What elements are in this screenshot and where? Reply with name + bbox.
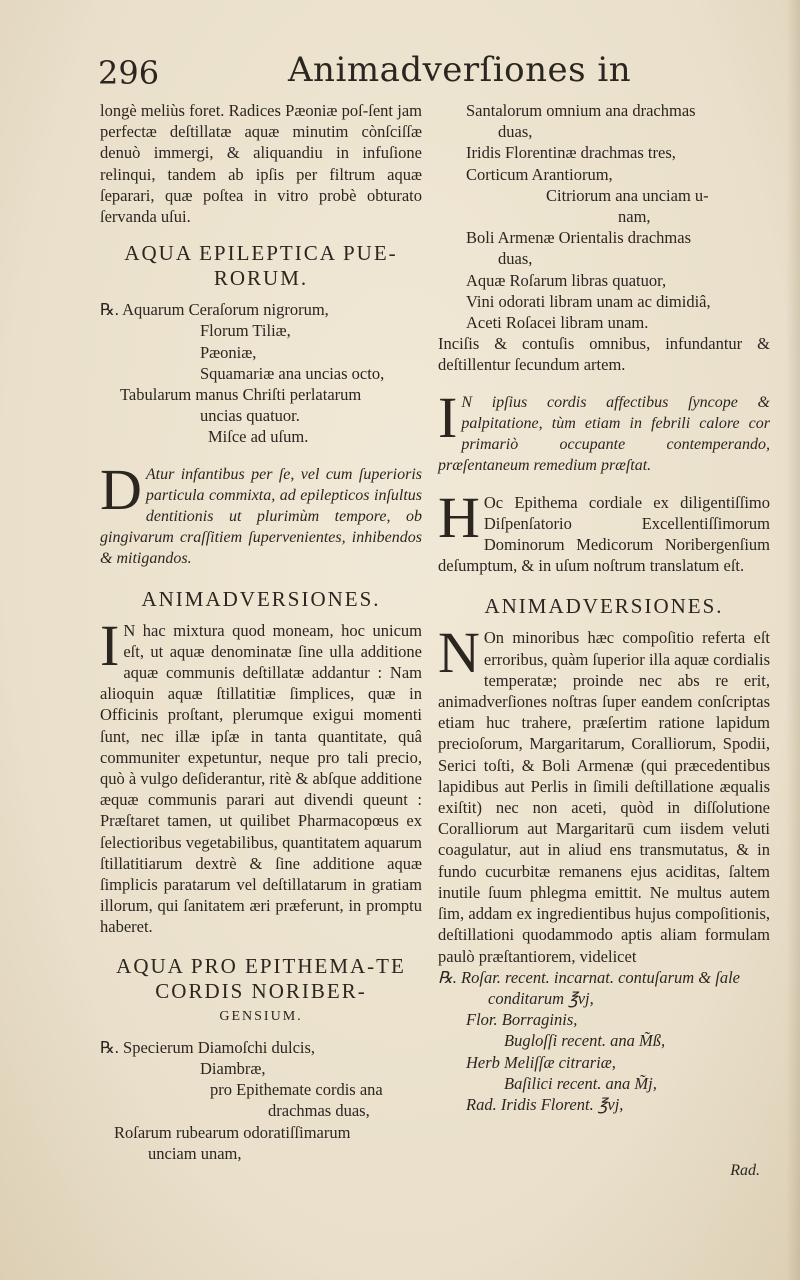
recipe-alternative [438, 967, 770, 1115]
indication-note [438, 384, 770, 476]
heading-animadversiones: ANIMADVERSIONES. [141, 586, 381, 611]
recipe-line: Squamariæ ana uncias octo, [200, 363, 385, 383]
recipe-line: unciam unam, [148, 1143, 242, 1163]
recipe-line: Boli Armenæ Orientalis drachmas [466, 228, 691, 248]
recipe-line: Vini odorati libram unam ac dimidiâ, [466, 291, 711, 311]
recipe-continuation [438, 100, 770, 376]
recipe-line: Baſilici recent. ana M̃j, [504, 1073, 657, 1093]
page-number: 296 [98, 54, 160, 92]
animadversiones-paragraph [100, 612, 422, 938]
recipe-line: ℞. Roſar. recent. incarnat. contuſarum & ſale [438, 967, 740, 987]
recipe-line: Florum Tiliæ, [200, 321, 291, 341]
drop-cap: I [100, 612, 120, 678]
recipe-line: Rad. Iridis Florent. ℥vj, [466, 1094, 624, 1114]
recipe-line: uncias quatuor. [200, 406, 300, 426]
recipe-line: Flor. Borraginis, [466, 1010, 578, 1030]
indication-note-text: N ipſius cordis affectibus ſyncope & palpitatione, tùm etiam in febrili calore cor primariò occupante contemperando, præſentaneum remedium præſtat. [438, 393, 770, 474]
right-column [438, 100, 770, 1115]
source-note-text: Oc Epithema cordiale ex diligentiſſimo Diſpenſatorio Excellentiſſimorum Dominorum Medicorum Noribergenſium deſumptum, & in uſum noſtrum translatum eſt. [438, 492, 770, 576]
recipe-line: Diambræ, [200, 1058, 266, 1078]
recipe-line: Santalorum omnium ana drachmas [466, 101, 696, 120]
recipe-line: Tabularum manus Chriſti perlatarum [120, 385, 362, 405]
drop-cap: N [438, 620, 480, 686]
recipe-line: Iridis Florentinæ drachmas tres, [466, 143, 676, 163]
drop-cap: H [438, 484, 480, 550]
recipe-line: duas, [498, 249, 533, 269]
page-header [98, 48, 758, 96]
catchword: Rad. [730, 1162, 760, 1179]
recipe-epileptica [100, 299, 422, 447]
recipe-line: drachmas duas, [268, 1101, 370, 1121]
drop-cap: I [438, 384, 458, 450]
recipe-line: Aceti Roſacei libram unam. [466, 313, 649, 333]
recipe-line: Aquæ Roſarum libras quatuor, [466, 270, 667, 290]
recipe-line: Citriorum ana unciam u- [546, 185, 709, 205]
recipe-line: Corticum Arantiorum, [466, 164, 613, 184]
recipe-line: nam, [618, 207, 651, 227]
heading-aqua-epithemate: AQUA PRO EPITHEMA-TE CORDIS NORIBER- [116, 953, 406, 1003]
heading-aqua-epithemate-end: GENSIUM. [219, 1008, 303, 1024]
animadversiones-text: N hac mixtura quod moneam, hoc unicum eſt, ut aquæ denominatæ ſine ulla additione aquæ communis deſtillatæ addantur : Nam alioquin aquæ ſtillatitiæ ſimplices, quæ in Officinis proſtant, plerumque exigui momenti ſunt, nec illæ ipſæ in tanta quantitate, quâ communiter expetuntur, neque pro tali precio, quò à vulgo deſiderantur, ritè & abſque additione æquæ communis parari aut divendi queunt : Præſtaret tamen, ut quilibet Pharmacopœus ex ſelectioribus vegetabilibus, quantitatem aquarum ſtillatitiarum dextrè & ſine additione aquæ ſimplicis paratarum vel deſtillatarum in gratiam illorum, qui ſanitatem æri præferunt, in promptu haberet. [100, 620, 422, 937]
recipe-line: pro Epithemate cordis ana [210, 1080, 383, 1100]
recipe-line: Bugloſſi recent. ana M̃ß, [504, 1031, 666, 1051]
recipe-line: ℞. Aquarum Ceraſorum nigrorum, [100, 300, 329, 320]
page-edge-shadow [786, 0, 800, 1280]
usage-note [100, 456, 422, 569]
usage-note-text: Atur infantibus per ſe, vel cum ſuperioris particula commixta, ad epilepticos inſultus dentitionis ut plurimùm tempore, ob gingivarum craſſitiem ſupervenientes, inhibendos & mitigandos. [100, 465, 422, 567]
heading-animadversiones: ANIMADVERSIONES. [484, 594, 724, 619]
left-column [100, 100, 422, 1164]
drop-cap: D [100, 456, 142, 522]
recipe-line: Inciſis & contuſis omnibus, infundantur & deſtillentur ſecundum artem. [438, 334, 770, 375]
recipe-line: Miſce ad uſum. [208, 427, 309, 447]
recipe-line: conditarum ℥vj, [488, 988, 594, 1008]
recipe-line: ℞. Specierum Diamoſchi dulcis, [100, 1037, 316, 1057]
recipe-epithemate [100, 1037, 422, 1164]
recipe-line: Roſarum rubearum odoratiſſimarum [114, 1122, 351, 1142]
intro-paragraph: longè meliùs foret. Radices Pæoniæ poſ-ſent jam perfectæ deſtillatæ aquæ minutim cònſciſſæ denuò immergi, & aliquandiu in infuſione relinqui, tandem ab ipſis per filtrum aquæ ſeparari, quæ poſtea in vitro probè obturato ſervanda uſui. [100, 101, 422, 227]
animadversiones-text: On minoribus hæc compoſitio referta eſt erroribus, quàm ſuperior illa aquæ cordialis temperatæ; proinde nec abs re erit, animadverſiones noſtras ſuper eandem conſcriptas etiam huc trahere, præſertim ratione lapidum precioſorum, Margaritarum, Coralliorum, Spodii, Serici toſti, & Boli Armenæ (qui præcedentibus lapidibus aut Perlis in ſimili deſtillatione æqualis exiſtit) nec non aceti, quòd in diſſolutione Coralliorum aut Margaritarū cum iisdem veluti coagulatur, aut in aliud ens transmutatus, & in fundo cucurbitæ remanens ejus aciditas, ſaltem inutile ſuum phlegma emittit. Ne multus autem ſim, addam ex ingredientibus hujus compoſitionis, deſtillationi quodammodo aptis aliam formulam paulò præſtantiorem, videlicet [438, 628, 770, 966]
heading-aqua-epileptica: AQUA EPILEPTICA PUE-RORUM. [124, 241, 398, 291]
recipe-line: Pæoniæ, [200, 342, 257, 362]
running-title: Animadverſiones in [288, 50, 632, 90]
animadversiones-paragraph [438, 620, 770, 966]
recipe-line: duas, [498, 122, 533, 142]
source-note [438, 484, 770, 577]
recipe-line: Herb Meliſſæ citrariæ, [466, 1052, 616, 1072]
